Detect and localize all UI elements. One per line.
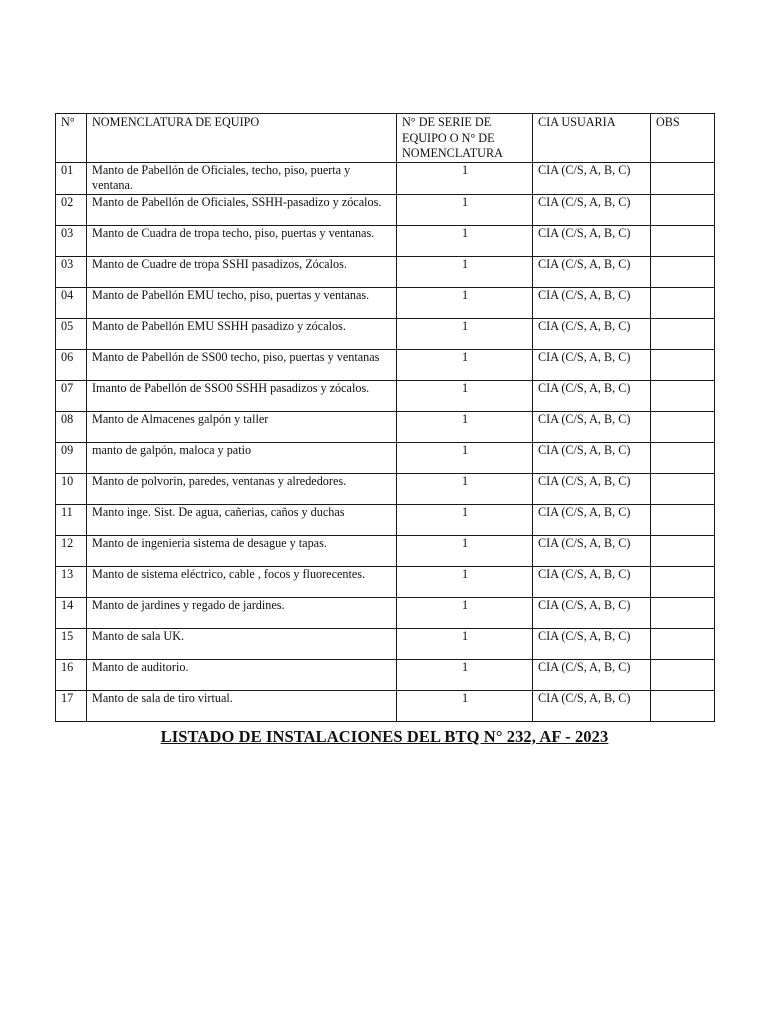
cell-name: Manto de Cuadra de tropa techo, piso, puertas y ventanas. [87, 225, 397, 256]
cell-obs [651, 225, 715, 256]
cell-name: Manto de Pabellón EMU SSHH pasadizo y zócalos. [87, 318, 397, 349]
cell-name: Manto de Almacenes galpón y taller [87, 411, 397, 442]
cell-no: 08 [56, 411, 87, 442]
cell-obs [651, 566, 715, 597]
cell-cia: CIA (C/S, A, B, C) [533, 349, 651, 380]
cell-no: 14 [56, 597, 87, 628]
table-row [56, 256, 715, 287]
cell-cia: CIA (C/S, A, B, C) [533, 194, 651, 225]
table-row [56, 194, 715, 225]
cell-cia: CIA (C/S, A, B, C) [533, 566, 651, 597]
table-body [56, 162, 715, 721]
cell-obs [651, 597, 715, 628]
cell-name: Manto de sistema eléctrico, cable , focos y fluorecentes. [87, 566, 397, 597]
table-row [56, 597, 715, 628]
cell-no: 10 [56, 473, 87, 504]
cell-obs [651, 287, 715, 318]
cell-quantity: 1 [397, 690, 533, 721]
cell-no: 11 [56, 504, 87, 535]
cell-cia: CIA (C/S, A, B, C) [533, 318, 651, 349]
table-header [56, 114, 715, 163]
cell-quantity: 1 [397, 597, 533, 628]
cell-name: Manto de Cuadre de tropa SSHI pasadizos, Zócalos. [87, 256, 397, 287]
cell-no: 06 [56, 349, 87, 380]
header-obs: OBS [651, 114, 715, 163]
header-serial: N° DE SERIE DE EQUIPO O N° DE NOMENCLATURA [397, 114, 533, 163]
cell-obs [651, 628, 715, 659]
cell-name: Manto de ingenieria sistema de desague y tapas. [87, 535, 397, 566]
cell-name: Manto de auditorio. [87, 659, 397, 690]
cell-no: 07 [56, 380, 87, 411]
cell-obs [651, 473, 715, 504]
table-row [56, 535, 715, 566]
cell-obs [651, 690, 715, 721]
cell-quantity: 1 [397, 162, 533, 194]
cell-quantity: 1 [397, 318, 533, 349]
table-row [56, 659, 715, 690]
cell-cia: CIA (C/S, A, B, C) [533, 225, 651, 256]
cell-no: 01 [56, 162, 87, 194]
table-row [56, 690, 715, 721]
table-row [56, 442, 715, 473]
cell-obs [651, 194, 715, 225]
cell-no: 09 [56, 442, 87, 473]
cell-quantity: 1 [397, 566, 533, 597]
cell-no: 02 [56, 194, 87, 225]
table-row [56, 162, 715, 194]
cell-quantity: 1 [397, 256, 533, 287]
cell-no: 04 [56, 287, 87, 318]
cell-obs [651, 162, 715, 194]
cell-quantity: 1 [397, 287, 533, 318]
cell-name: Manto de Pabellón de Oficiales, SSHH-pasadizo y zócalos. [87, 194, 397, 225]
table-row [56, 411, 715, 442]
table-row [56, 628, 715, 659]
cell-name: Manto de Pabellón de Oficiales, techo, piso, puerta y ventana. [87, 162, 397, 194]
cell-no: 05 [56, 318, 87, 349]
table-row [56, 473, 715, 504]
cell-quantity: 1 [397, 504, 533, 535]
cell-name: Manto inge. Sist. De agua, cañerias, caños y duchas [87, 504, 397, 535]
cell-cia: CIA (C/S, A, B, C) [533, 473, 651, 504]
cell-cia: CIA (C/S, A, B, C) [533, 287, 651, 318]
cell-quantity: 1 [397, 473, 533, 504]
cell-quantity: 1 [397, 349, 533, 380]
table-row [56, 318, 715, 349]
cell-quantity: 1 [397, 411, 533, 442]
cell-no: 16 [56, 659, 87, 690]
table-row [56, 287, 715, 318]
cell-name: manto de galpón, maloca y patio [87, 442, 397, 473]
cell-cia: CIA (C/S, A, B, C) [533, 690, 651, 721]
cell-obs [651, 442, 715, 473]
cell-name: Manto de Pabellón de SS00 techo, piso, puertas y ventanas [87, 349, 397, 380]
cell-cia: CIA (C/S, A, B, C) [533, 411, 651, 442]
cell-cia: CIA (C/S, A, B, C) [533, 659, 651, 690]
cell-quantity: 1 [397, 628, 533, 659]
cell-obs [651, 318, 715, 349]
cell-no: 12 [56, 535, 87, 566]
cell-obs [651, 504, 715, 535]
cell-cia: CIA (C/S, A, B, C) [533, 504, 651, 535]
cell-quantity: 1 [397, 225, 533, 256]
document-caption: LISTADO DE INSTALACIONES DEL BTQ N° 232, AF - 2023 [160, 727, 609, 746]
table-row [56, 566, 715, 597]
cell-obs [651, 659, 715, 690]
cell-quantity: 1 [397, 659, 533, 690]
installations-table [55, 113, 715, 722]
cell-obs [651, 535, 715, 566]
cell-name: Manto de sala UK. [87, 628, 397, 659]
cell-cia: CIA (C/S, A, B, C) [533, 597, 651, 628]
table-row [56, 225, 715, 256]
cell-cia: CIA (C/S, A, B, C) [533, 256, 651, 287]
cell-cia: CIA (C/S, A, B, C) [533, 380, 651, 411]
cell-name: Manto de Pabellón EMU techo, piso, puertas y ventanas. [87, 287, 397, 318]
cell-cia: CIA (C/S, A, B, C) [533, 442, 651, 473]
cell-name: Manto de polvorin, paredes, ventanas y alrededores. [87, 473, 397, 504]
cell-quantity: 1 [397, 535, 533, 566]
cell-quantity: 1 [397, 442, 533, 473]
cell-no: 03 [56, 225, 87, 256]
cell-no: 13 [56, 566, 87, 597]
cell-cia: CIA (C/S, A, B, C) [533, 162, 651, 194]
cell-name: Imanto de Pabellón de SSO0 SSHH pasadizos y zócalos. [87, 380, 397, 411]
header-no: N° [56, 114, 87, 163]
cell-quantity: 1 [397, 194, 533, 225]
cell-cia: CIA (C/S, A, B, C) [533, 535, 651, 566]
cell-quantity: 1 [397, 380, 533, 411]
cell-name: Manto de sala de tiro virtual. [87, 690, 397, 721]
cell-name: Manto de jardines y regado de jardines. [87, 597, 397, 628]
cell-obs [651, 380, 715, 411]
table-row [56, 380, 715, 411]
header-row [56, 114, 715, 163]
cell-obs [651, 411, 715, 442]
cell-cia: CIA (C/S, A, B, C) [533, 628, 651, 659]
table-row [56, 349, 715, 380]
header-name: NOMENCLATURA DE EQUIPO [87, 114, 397, 163]
table-row [56, 504, 715, 535]
cell-no: 03 [56, 256, 87, 287]
cell-no: 17 [56, 690, 87, 721]
cell-obs [651, 349, 715, 380]
cell-obs [651, 256, 715, 287]
cell-no: 15 [56, 628, 87, 659]
header-cia: CIA USUARIA [533, 114, 651, 163]
